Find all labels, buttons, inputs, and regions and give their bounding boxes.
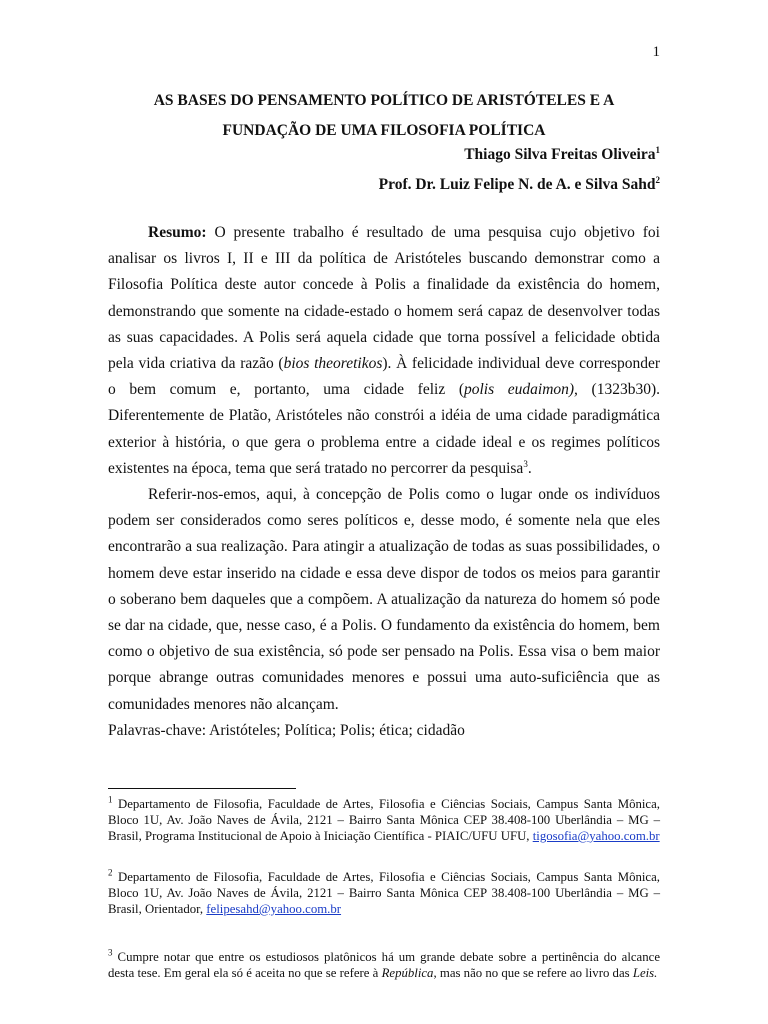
page-number: 1: [652, 44, 660, 60]
abstract-paragraph-1: [108, 220, 660, 482]
abstract-label: Resumo:: [148, 224, 207, 241]
footnote-text: Departamento de Filosofia, Faculdade de Artes, Filosofia e Ciências Sociais, Campus Santa Mônica, Bloco 1U, Av. João Naves de Ávila, 2121 – Bairro Santa Mônica CEP 38.408-100 Uberlândia – MG – Brasil, Orientador,: [108, 870, 660, 916]
author-name: Prof. Dr. Luiz Felipe N. de A. e Silva Sahd: [378, 176, 656, 193]
footnote-text: Cumpre notar que entre os estudiosos platônicos há um grande debate sobre a pertinência do alcance desta tese. Em geral ela só é aceita no que se refere à: [108, 950, 660, 980]
footnote-mark: 2: [655, 174, 660, 185]
text-run: O presente trabalho é resultado de uma pesquisa cujo objetivo foi analisar os livros I, II e III da política de Aristóteles buscando demonstrar como a Filosofia Política deste autor concede à Polis a finalidade da existência do homem, demonstrando que somente na cidade-estado o homem será capaz de desenvolver todas as suas capacidades. A Polis será aquela cidade que torna possível a felicidade obtida pela vida criativa da razão (: [108, 224, 660, 373]
footnote-text: , mas não no que se refere ao livro das: [433, 966, 633, 980]
keywords: Palavras-chave: Aristóteles; Política; Polis; ética; cidadão: [108, 721, 465, 739]
abstract-body: [108, 220, 660, 744]
author-name: Thiago Silva Freitas Oliveira: [464, 146, 656, 163]
email-link-1[interactable]: tigosofia@yahoo.com.br: [532, 829, 660, 843]
footnote-text: Departamento de Filosofia, Faculdade de Artes, Filosofia e Ciências Sociais, Campus Santa Mônica, Bloco 1U, Av. João Naves de Ávila, 2121 – Bairro Santa Mônica CEP 38.408-100 Uberlândia – MG – Brasil, Programa Institucional de Apoio à Iniciação Científica - PIAIC/UFU UFU,: [108, 797, 660, 843]
footnote-divider: [108, 788, 296, 789]
footnote-mark: 1: [108, 794, 113, 805]
title-line-1: AS BASES DO PENSAMENTO POLÍTICO DE ARISTÓTELES E A: [153, 92, 615, 109]
text-run: (1323b30). Diferentemente de Platão, Aristóteles não constrói a idéia de uma cidade paradigmática exterior à história, o que gera o problema entre a cidade ideal e os regimes políticos existentes na época, tema que será tratado no percorrer da pesquisa: [108, 381, 661, 477]
footnote-3: [108, 949, 660, 981]
author-list: [379, 140, 660, 200]
document-title: [108, 86, 660, 146]
author-1: [379, 140, 660, 170]
email-link-2[interactable]: felipesahd@yahoo.com.br: [206, 902, 342, 916]
title-line-2: FUNDAÇÃO DE UMA FILOSOFIA POLÍTICA: [222, 122, 546, 139]
italic-run: República: [381, 966, 434, 980]
abstract-paragraph-2: Referir-nos-emos, aqui, à concepção de Polis como o lugar onde os indivíduos podem ser considerados como seres políticos e, desse modo, é somente nela que eles encontrarão a sua realização. Para atingir a atualização de todas as suas possibilidades, o homem deve estar inserido na cidade e essa deve dispor de todos os meios para garantir o soberano bem daqueles que a compõem. A atualização da natureza do homem só pode se dar na cidade, que, nesse caso, é a Polis. O fundamento da existência do homem, bem como o objetivo de sua existência, só pode ser pensado na Polis. Essa visa o bem maior porque abrange outras comunidades menores e possui uma auto-suficiência que as comunidades menores não alcançam.: [108, 486, 660, 713]
footnote-1: [108, 796, 660, 844]
footnote-mark: 1: [655, 144, 660, 155]
footnote-2: [108, 869, 660, 917]
footnote-mark: 3: [108, 947, 113, 958]
footnote-mark: 2: [108, 867, 113, 878]
italic-run: Leis.: [632, 966, 658, 980]
footnote-mark: 3: [523, 458, 528, 469]
italic-run: polis eudaimon),: [464, 381, 578, 399]
author-2: [379, 170, 660, 200]
text-run: ). À felicidade individual deve corresponder o bem comum e, portanto, uma cidade feliz (: [108, 355, 660, 399]
italic-run: bios theoretikos: [283, 355, 383, 373]
text-run: .: [527, 459, 532, 477]
